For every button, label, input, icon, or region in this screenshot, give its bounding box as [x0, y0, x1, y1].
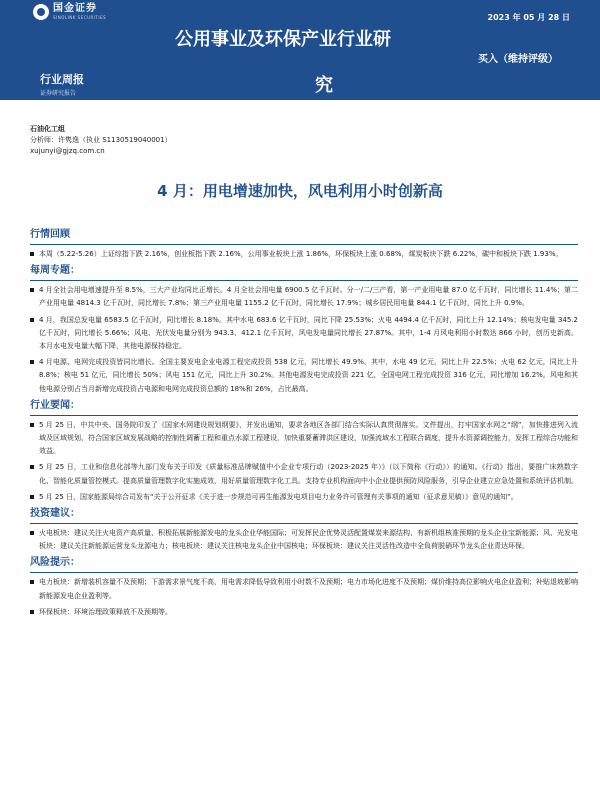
report-title-line2: 究	[315, 75, 333, 96]
logo-english: SINOLINK SECURITIES	[53, 15, 107, 20]
report-subtype: 证券研究报告	[40, 90, 77, 97]
research-group: 石油化工组	[30, 125, 65, 133]
report-title-line1: 公用事业及环保产业行业研	[175, 29, 391, 50]
section-investment-advice	[30, 507, 578, 553]
section-title: 每周专题：	[30, 265, 80, 277]
section-market-review	[30, 228, 578, 261]
section-industry-news	[30, 399, 578, 504]
section-divider	[30, 280, 578, 281]
bullet-item: 5 月 25 日，国家能源局综合司发布“关于公开征求《关于进一步规范可再生能源发电项目电力业务许可管理有关事项的通知（征求意见稿）》意见的通知”。	[30, 491, 578, 504]
bullet-item: 电力板块：新增装机容量不及预期；下游需求景气度不高，用电需求降低导致利用小时数不及预期；电力市场化进度不及预期；煤价维持高位影响火电企业盈利；补贴退坡影响新能源发电企业盈利等。	[30, 576, 578, 602]
logo	[33, 4, 106, 20]
report-title	[175, 17, 465, 109]
bullet-item: 4 月全社会用电增速提升至 8.5%，三大产业均同比正增长。4 月全社会用电量 6900.5 亿千瓦时。分一/二/三产看，第一产业用电量 87.0 亿千瓦时，同比增长 11.4%；第二产业用电量 4814.3 亿千瓦时，同比增长 7.8%；第三产业用电量 1155.2 亿千瓦时，同比增长 17.9%；城乡居民用电量 844.1 亿千瓦时，同比上升 0.9%。	[30, 284, 578, 310]
bullet-item: 4 月，我国总发电量 6583.5 亿千瓦时，同比增长 8.18%。其中水电 683.6 亿千瓦时，同比下降 25.53%；火电 4494.4 亿千瓦时，同比上升 12.14%；核电发电量 345.2 亿千瓦时，同比增长 5.66%；风电、光伏发电量分别为 943.3、412.1 亿千瓦时，风电发电量同比增长 27.87%。其中，1-4 月风电利用小时数达 866 小时，创历史新高。本月水电发电量大幅下降，其他电源保持稳定。	[30, 314, 578, 354]
logo-icon	[33, 4, 49, 20]
bullet-item: 火电板块：建议关注火电资产高质量、积极拓展新能源发电的龙头企业华能国际；可发挥民企优势灵活配置煤炭来源结构、有新机组核准预期的龙头企业宝新能源；风、光发电板块：建议关注新能源运营龙头龙源电力；核电板块：建议关注核电龙头企业中国核电；环保板块：建议关注灵活性改造中全負荷脱硝环节龙头企业青达环保。	[30, 527, 578, 553]
section-weekly-topic	[30, 264, 578, 396]
section-title: 风险提示：	[30, 557, 80, 569]
section-divider	[30, 415, 578, 416]
bullet-item: 环保板块：环境治理政策释放不及预期等。	[30, 606, 578, 619]
bullet-item: 本周（5.22-5.26）上证综指下跌 2.16%，创业板指下跌 2.16%，公用事业板块上涨 1.86%，环保板块上涨 0.68%，煤炭板块下跌 6.22%，碳中和板块下跌 1.93%。	[30, 248, 578, 261]
bullet-item: 5 月 25 日，中共中央、国务院印发了《国家水网建设规划纲要》，并发出通知，要求各地区各部门结合实际认真贯彻落实。文件提出，打牢国家水网之“纲”，加快推进列入流域及区域规划、符合国家区域发展战略的控制性调蓄工程和重点水源工程建设，加快重要蓄滞洪区建设，加强流域水工程联合调度，提升水资源调控能力，发挥工程综合功能和效益。	[30, 419, 578, 459]
section-divider	[30, 244, 578, 245]
bullet-item: 5 月 25 日，工业和信息化部等九部门发布关于印发《质量标准品牌赋值中小企业专项行动（2023-2025 年）》（以下简称《行动》）的通知。《行动》指出，要推广床熟数字化、智能化质量管控模式。提高质量管理数字化实施成效，用好质量管理数字化工具。支持专业机构面向中小企业提供预防风险服务，引导企业建立应急处置和系统评估机制。	[30, 461, 578, 487]
bullet-item: 4 月电源、电网完成投资皆同比增长。全国主要发电企业电源工程完成投资 538 亿元，同比增长 49.9%。其中，水电 49 亿元，同比上升 22.5%；火电 62 亿元，同比上升 8.8%；核电 51 亿元，同比增长 50%；风电 151 亿元，同比上升 30.2%。其他电源发电完成投资 221 亿，全国电网工程完成投资 316 亿元，同比增加 16.2%。风电和其他电源分别占当月新增完成投资占电源和电网完成投资总额的 18%和 26%，占比最高。	[30, 356, 578, 396]
section-title: 投资建议：	[30, 508, 80, 520]
report-type: 行业周报	[40, 73, 84, 86]
section-divider	[30, 523, 578, 524]
report-body	[30, 228, 578, 622]
section-risk-warning	[30, 556, 578, 619]
report-header-band	[0, 0, 600, 100]
section-title: 行业要闻：	[30, 399, 80, 411]
section-divider	[30, 572, 578, 573]
rating-badge: 买入（维持评级）	[478, 54, 558, 65]
analyst-name: 分析师：许隽逸（执业 S1130519040001）	[30, 136, 172, 144]
logo-name: 国金证券	[53, 3, 97, 14]
page-headline: 4 月：用电增速加快，风电利用小时创新高	[157, 182, 443, 200]
section-title: 行情回顾	[30, 229, 70, 240]
analyst-block	[30, 124, 172, 157]
report-date: 2023 年 05 月 28 日	[487, 13, 570, 22]
analyst-email[interactable]: xujunyi@gjzq.com.cn	[30, 147, 105, 155]
